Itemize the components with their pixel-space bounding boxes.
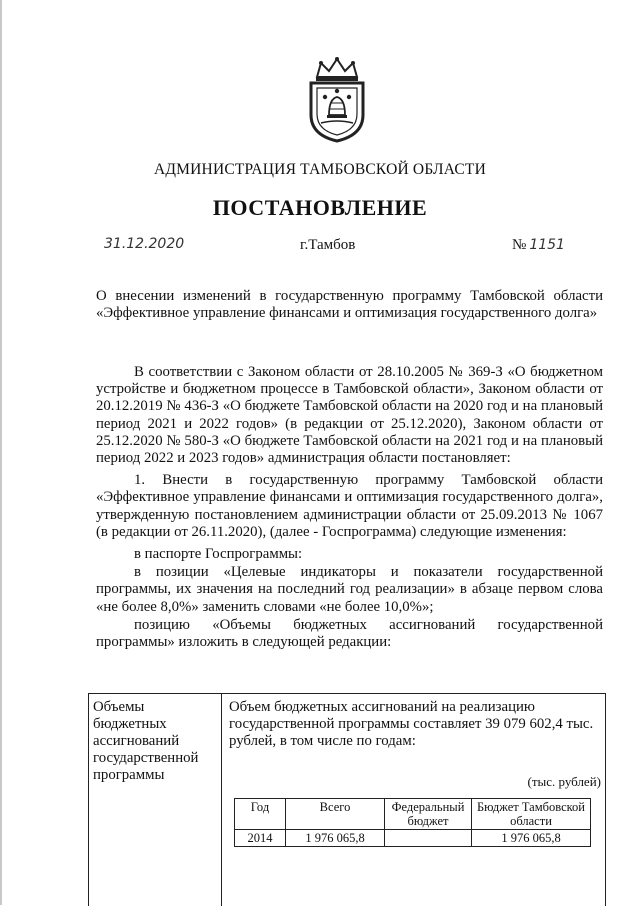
document-type: ПОСТАНОВЛЕНИЕ [212, 195, 428, 220]
label-line: Объемы [93, 699, 145, 715]
handwritten-date: 31.12.2020 [104, 236, 185, 252]
scan-edge [0, 0, 2, 905]
label-line: программы [93, 767, 165, 783]
paragraph-indicators: в позиции «Целевые индикаторы и показатели государственной программы, их значения на последний год реализации» в абзаце первом слова «не более 8,0%» заменить словами «не более 10,0%»; [96, 564, 603, 615]
passport-table-content: Объем бюджетных ассигнований на реализацию государственной программы составляет 39 079 602,4 тыс. рублей, в том числе по годам: [229, 699, 594, 749]
column-header: Бюджет Тамбовской области [472, 799, 591, 830]
table-cell [385, 830, 472, 847]
table-divider [221, 694, 222, 906]
table-header-row [235, 799, 591, 830]
paragraph-item-1: 1. Внести в государственную программу Тамбовской области «Эффективное управление финансами и оптимизация государственного долга», утвержденную постановлением администрации области от 25.09.2013 № 1067 (в редакции от 26.11.2020), (далее - Госпрограмма) следующие изменения: [96, 472, 603, 540]
table-cell: 1 976 065,8 [286, 830, 385, 847]
paragraph-preamble: В соответствии с Законом области от 28.10.2005 № 369-З «О бюджетном устройстве и бюджетном процессе в Тамбовской области», Законом области от 20.12.2019 № 436-З «О бюджете Тамбовской области на 2020 год и на плановый период 2021 и 2022 годов» (в редакции от 25.12.2020), Законом области от 25.12.2020 № 580-З «О бюджете Тамбовской области на 2021 год и на плановый период 2022 и 2023 годов» администрация области постановляет: [96, 364, 603, 467]
document-number [512, 237, 565, 254]
document-subject: О внесении изменений в государственную программу Тамбовской области «Эффективное управление финансами и оптимизация государственного долга» [96, 288, 603, 321]
paragraph-passport: в паспорте Госпрограммы: [134, 546, 303, 563]
label-line: бюджетных [93, 716, 167, 732]
column-header: Федеральный бюджет [385, 799, 472, 830]
city: г.Тамбов [300, 237, 356, 253]
units-label: (тыс. рублей) [527, 774, 601, 789]
paragraph-budget-position: позицию «Объемы бюджетных ассигнований государственной программы» изложить в следующей редакции: [96, 616, 603, 651]
tambov-coat-of-arms-icon [297, 55, 377, 143]
passport-table [88, 693, 606, 906]
administration-title: АДМИНИСТРАЦИЯ ТАМБОВСКОЙ ОБЛАСТИ [154, 161, 486, 178]
table-cell: 1 976 065,8 [472, 830, 591, 847]
label-line: ассигнований [93, 733, 180, 749]
passport-table-label [93, 699, 217, 784]
handwritten-number: 1151 [529, 237, 565, 253]
years-table [234, 798, 591, 847]
table-row [235, 830, 591, 847]
column-header: Всего [286, 799, 385, 830]
document-body [96, 364, 603, 652]
label-line: государственной [93, 750, 199, 766]
column-header: Год [235, 799, 286, 830]
number-label: № [512, 237, 527, 253]
table-cell: 2014 [235, 830, 286, 847]
